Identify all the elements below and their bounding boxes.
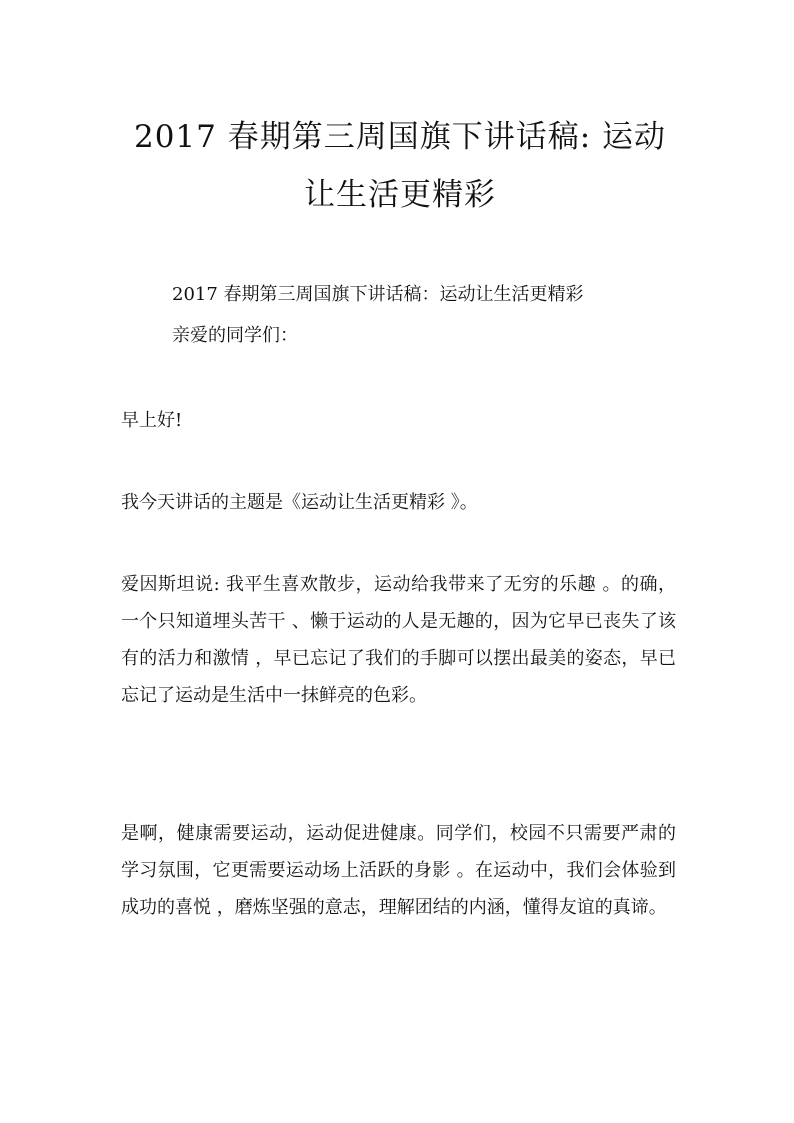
paragraph-greeting: 早上好!: [121, 410, 183, 431]
salutation: 亲爱的同学们：: [172, 325, 298, 346]
paragraph-topic: 我今天讲话的主题是《运动让生活更精彩 》。: [121, 492, 478, 513]
document-title: 2017 春期第三周国旗下讲话稿: 运动让生活更精彩: [133, 119, 667, 213]
document-subtitle: 2017 春期第三周国旗下讲话稿：运动让生活更精彩: [172, 284, 584, 305]
paragraph-health: 是啊，健康需要运动，运动促进健康。同学们，校园不只需要严肃的学习氛围，它更需要运动场上活跃的身影 。在运动中，我们会体验到成功的喜悦 ，磨炼坚强的意志，理解团结的内涵，懂得友谊的真谛。: [121, 823, 676, 918]
paragraph-einstein-quote: 爱因斯坦说: 我平生喜欢散步，运动给我带来了无穷的乐趣 。的确，一个只知道埋头苦干 、懒于运动的人是无趣的，因为它早已丧失了该有的活力和激情 ，早已忘记了我们的手脚可以摆出最美的姿态，早已忘记了运动是生活中一抹鲜亮的色彩。: [121, 574, 676, 706]
